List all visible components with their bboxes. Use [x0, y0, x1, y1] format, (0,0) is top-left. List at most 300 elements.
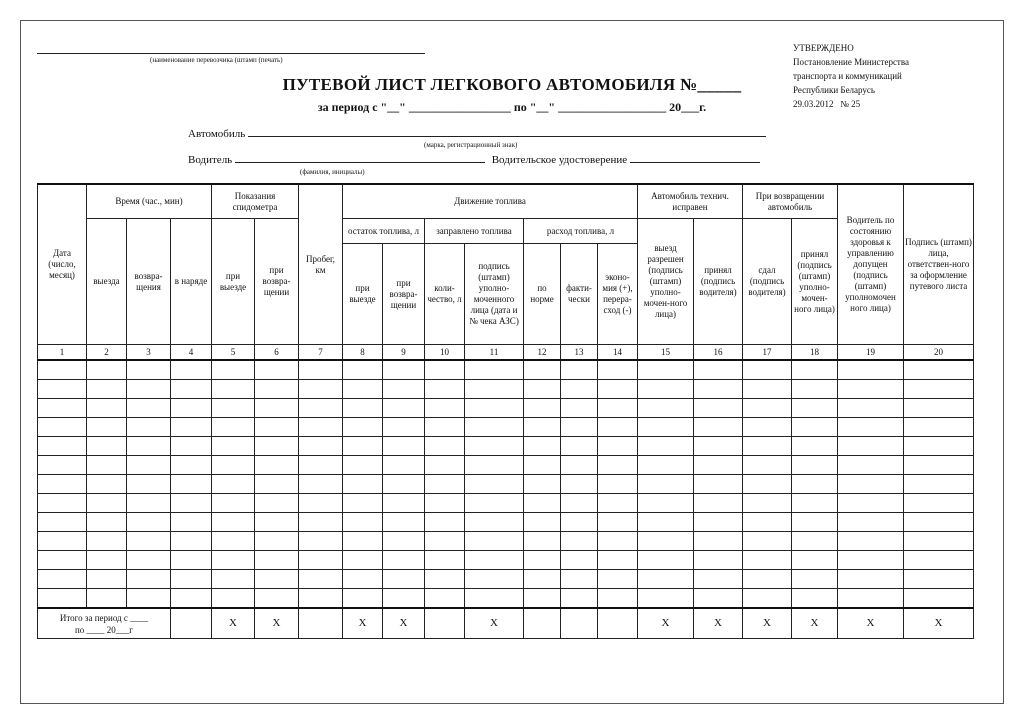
table-cell[interactable]: [171, 532, 212, 551]
table-cell[interactable]: [87, 380, 127, 399]
table-cell[interactable]: [383, 475, 425, 494]
table-cell[interactable]: [343, 380, 383, 399]
table-cell[interactable]: [212, 399, 255, 418]
table-cell[interactable]: [561, 399, 598, 418]
table-cell[interactable]: [299, 532, 343, 551]
table-cell[interactable]: [524, 360, 561, 380]
period-line: за период с "__" _________________ по "__" __________________ 20___г.: [317, 100, 707, 114]
total-label: [38, 608, 171, 639]
table-cell[interactable]: [127, 437, 171, 456]
table-cell[interactable]: [743, 494, 792, 513]
table-cell[interactable]: [694, 551, 743, 570]
table-cell[interactable]: [38, 437, 87, 456]
table-cell[interactable]: [299, 589, 343, 609]
table-cell[interactable]: [524, 570, 561, 589]
table-cell[interactable]: [127, 380, 171, 399]
table-cell[interactable]: [425, 494, 465, 513]
table-cell[interactable]: [299, 418, 343, 437]
total-cell[interactable]: [561, 608, 598, 639]
table-cell[interactable]: [425, 475, 465, 494]
table-cell[interactable]: [598, 494, 638, 513]
time-back-header: возвра-щения: [127, 219, 171, 345]
table-cell[interactable]: [524, 399, 561, 418]
table-cell[interactable]: [561, 437, 598, 456]
car-line: [188, 126, 766, 140]
table-cell[interactable]: [743, 475, 792, 494]
table-cell[interactable]: [425, 589, 465, 609]
table-cell[interactable]: [743, 418, 792, 437]
table-cell[interactable]: [598, 551, 638, 570]
table-cell[interactable]: [792, 456, 838, 475]
table-cell[interactable]: [383, 399, 425, 418]
table-cell[interactable]: [638, 551, 694, 570]
table-cell[interactable]: [694, 456, 743, 475]
table-cell[interactable]: [255, 475, 299, 494]
table-cell[interactable]: [299, 456, 343, 475]
total-x-mark: X: [694, 608, 743, 639]
table-cell[interactable]: [524, 456, 561, 475]
table-cell[interactable]: [792, 360, 838, 380]
ret-gave-header: сдал (подпись водителя): [743, 219, 792, 345]
license-field[interactable]: [630, 152, 760, 163]
table-cell[interactable]: [299, 380, 343, 399]
table-cell[interactable]: [212, 380, 255, 399]
table-cell[interactable]: [638, 570, 694, 589]
table-cell[interactable]: [343, 494, 383, 513]
table-cell[interactable]: [383, 551, 425, 570]
table-cell[interactable]: [343, 513, 383, 532]
table-cell[interactable]: [255, 551, 299, 570]
table-cell[interactable]: [38, 360, 87, 380]
table-cell[interactable]: [561, 475, 598, 494]
table-cell[interactable]: [524, 551, 561, 570]
table-cell[interactable]: [38, 570, 87, 589]
col-number: 18: [792, 345, 838, 361]
table-cell[interactable]: [524, 437, 561, 456]
table-cell[interactable]: [838, 437, 904, 456]
table-cell[interactable]: [465, 380, 524, 399]
table-cell[interactable]: [255, 418, 299, 437]
table-cell[interactable]: [743, 551, 792, 570]
table-cell[interactable]: [87, 360, 127, 380]
table-cell[interactable]: [743, 513, 792, 532]
table-cell[interactable]: [838, 475, 904, 494]
table-cell[interactable]: [383, 360, 425, 380]
table-cell[interactable]: [561, 513, 598, 532]
table-cell[interactable]: [255, 380, 299, 399]
table-cell[interactable]: [465, 551, 524, 570]
table-cell[interactable]: [904, 475, 974, 494]
data-rows: [38, 360, 974, 608]
table-cell[interactable]: [255, 570, 299, 589]
table-cell[interactable]: [255, 513, 299, 532]
table-cell[interactable]: [792, 570, 838, 589]
health-header: Водитель по состоянию здоровья к управлению допущен (подпись (штамп) уполномочен ного лица): [838, 184, 904, 345]
table-cell[interactable]: [212, 475, 255, 494]
table-cell[interactable]: [343, 437, 383, 456]
table-cell[interactable]: [694, 513, 743, 532]
table-cell[interactable]: [383, 456, 425, 475]
table-cell[interactable]: [792, 513, 838, 532]
table-cell[interactable]: [255, 437, 299, 456]
table-cell[interactable]: [638, 380, 694, 399]
table-cell[interactable]: [694, 380, 743, 399]
table-cell[interactable]: [598, 456, 638, 475]
waybill-table: [37, 183, 974, 639]
table-cell[interactable]: [127, 551, 171, 570]
table-cell[interactable]: [465, 475, 524, 494]
table-cell[interactable]: [383, 418, 425, 437]
table-cell[interactable]: [598, 532, 638, 551]
table-cell[interactable]: [383, 532, 425, 551]
table-cell[interactable]: [465, 532, 524, 551]
table-cell[interactable]: [255, 589, 299, 609]
table-cell[interactable]: [524, 418, 561, 437]
total-cell[interactable]: [425, 608, 465, 639]
table-cell[interactable]: [212, 513, 255, 532]
table-cell[interactable]: [38, 418, 87, 437]
table-cell[interactable]: [792, 475, 838, 494]
table-cell[interactable]: [87, 532, 127, 551]
table-cell[interactable]: [255, 494, 299, 513]
table-cell[interactable]: [524, 532, 561, 551]
table-cell[interactable]: [127, 360, 171, 380]
table-cell[interactable]: [425, 456, 465, 475]
table-cell[interactable]: [343, 589, 383, 609]
table-cell[interactable]: [904, 380, 974, 399]
table-cell[interactable]: [38, 589, 87, 609]
table-cell[interactable]: [425, 418, 465, 437]
table-cell[interactable]: [904, 456, 974, 475]
table-cell[interactable]: [904, 551, 974, 570]
table-cell[interactable]: [465, 456, 524, 475]
table-cell[interactable]: [561, 589, 598, 609]
col-number: 1: [38, 345, 87, 361]
table-cell[interactable]: [212, 494, 255, 513]
table-cell[interactable]: [127, 570, 171, 589]
table-cell[interactable]: [38, 380, 87, 399]
table-cell[interactable]: [171, 475, 212, 494]
table-cell[interactable]: [171, 513, 212, 532]
table-cell[interactable]: [212, 532, 255, 551]
table-cell[interactable]: [598, 437, 638, 456]
table-cell[interactable]: [127, 532, 171, 551]
table-cell[interactable]: [792, 551, 838, 570]
table-cell[interactable]: [904, 513, 974, 532]
table-cell[interactable]: [904, 589, 974, 609]
table-cell[interactable]: [838, 513, 904, 532]
table-cell[interactable]: [638, 456, 694, 475]
table-cell[interactable]: [383, 570, 425, 589]
table-cell[interactable]: [171, 570, 212, 589]
table-cell[interactable]: [694, 437, 743, 456]
table-cell[interactable]: [792, 437, 838, 456]
table-cell[interactable]: [299, 360, 343, 380]
table-cell[interactable]: [383, 513, 425, 532]
table-cell[interactable]: [465, 437, 524, 456]
table-cell[interactable]: [425, 380, 465, 399]
col-number: 20: [904, 345, 974, 361]
table-cell[interactable]: [171, 418, 212, 437]
table-cell[interactable]: [212, 589, 255, 609]
table-cell[interactable]: [255, 360, 299, 380]
table-cell[interactable]: [524, 380, 561, 399]
table-cell[interactable]: [127, 456, 171, 475]
table-cell[interactable]: [792, 532, 838, 551]
table-cell[interactable]: [838, 418, 904, 437]
table-cell[interactable]: [638, 494, 694, 513]
table-cell[interactable]: [838, 360, 904, 380]
table-cell[interactable]: [343, 456, 383, 475]
table-cell[interactable]: [524, 589, 561, 609]
tech-accept-header: принял (подпись водителя): [694, 219, 743, 345]
total-x-mark: X: [792, 608, 838, 639]
table-cell[interactable]: [171, 456, 212, 475]
table-cell[interactable]: [171, 551, 212, 570]
table-cell[interactable]: [561, 570, 598, 589]
table-cell[interactable]: [299, 551, 343, 570]
table-cell[interactable]: [171, 399, 212, 418]
table-cell[interactable]: [904, 360, 974, 380]
table-cell[interactable]: [465, 494, 524, 513]
table-cell[interactable]: [127, 589, 171, 609]
table-cell[interactable]: [904, 494, 974, 513]
table-cell[interactable]: [792, 418, 838, 437]
table-cell[interactable]: [838, 456, 904, 475]
table-cell[interactable]: [127, 494, 171, 513]
table-cell[interactable]: [255, 399, 299, 418]
table-cell[interactable]: [38, 456, 87, 475]
table-cell[interactable]: [127, 418, 171, 437]
table-cell[interactable]: [694, 475, 743, 494]
table-cell[interactable]: [212, 418, 255, 437]
table-cell[interactable]: [87, 475, 127, 494]
table-cell[interactable]: [598, 513, 638, 532]
col-number: 13: [561, 345, 598, 361]
table-cell[interactable]: [38, 494, 87, 513]
col-date-header: Дата (число, месяц): [38, 184, 87, 345]
table-cell[interactable]: [87, 589, 127, 609]
total-x-mark: X: [212, 608, 255, 639]
table-cell[interactable]: [743, 570, 792, 589]
table-cell[interactable]: [38, 475, 87, 494]
table-cell[interactable]: [87, 570, 127, 589]
table-cell[interactable]: [638, 399, 694, 418]
driver-caption: (фамилия, инициалы): [300, 168, 365, 176]
table-cell[interactable]: [425, 551, 465, 570]
table-cell[interactable]: [87, 494, 127, 513]
table-cell[interactable]: [465, 418, 524, 437]
table-cell[interactable]: [694, 589, 743, 609]
table-cell[interactable]: [838, 494, 904, 513]
table-cell[interactable]: [524, 475, 561, 494]
table-cell[interactable]: [171, 380, 212, 399]
table-cell[interactable]: [743, 380, 792, 399]
table-cell[interactable]: [343, 418, 383, 437]
table-cell[interactable]: [87, 513, 127, 532]
table-cell[interactable]: [838, 589, 904, 609]
table-cell[interactable]: [638, 475, 694, 494]
table-cell[interactable]: [212, 570, 255, 589]
table-cell[interactable]: [598, 360, 638, 380]
table-cell[interactable]: [299, 494, 343, 513]
table-cell[interactable]: [694, 399, 743, 418]
col-number: 3: [127, 345, 171, 361]
table-cell[interactable]: [598, 475, 638, 494]
table-cell[interactable]: [743, 437, 792, 456]
table-cell[interactable]: [694, 360, 743, 380]
table-cell[interactable]: [383, 589, 425, 609]
table-cell[interactable]: [465, 570, 524, 589]
table-cell[interactable]: [212, 456, 255, 475]
table-cell[interactable]: [465, 513, 524, 532]
table-cell[interactable]: [694, 570, 743, 589]
table-cell[interactable]: [87, 456, 127, 475]
table-cell[interactable]: [127, 513, 171, 532]
table-cell[interactable]: [299, 437, 343, 456]
table-cell[interactable]: [792, 589, 838, 609]
table-cell[interactable]: [524, 513, 561, 532]
table-cell[interactable]: [598, 589, 638, 609]
table-cell[interactable]: [561, 532, 598, 551]
table-cell[interactable]: [299, 570, 343, 589]
table-cell[interactable]: [838, 399, 904, 418]
table-cell[interactable]: [299, 399, 343, 418]
total-x-mark: X: [343, 608, 383, 639]
column-numbers-row: [38, 345, 974, 361]
approved-line3: Республики Беларусь: [793, 85, 876, 95]
table-cell[interactable]: [465, 399, 524, 418]
table-cell[interactable]: [299, 475, 343, 494]
table-cell[interactable]: [838, 570, 904, 589]
table-cell[interactable]: [524, 494, 561, 513]
table-cell[interactable]: [694, 418, 743, 437]
fuel-use-header: расход топлива, л: [524, 219, 638, 244]
table-cell[interactable]: [343, 570, 383, 589]
table-cell[interactable]: [638, 418, 694, 437]
table-cell[interactable]: [425, 399, 465, 418]
table-cell[interactable]: [598, 399, 638, 418]
table-cell[interactable]: [87, 418, 127, 437]
table-cell[interactable]: [255, 456, 299, 475]
table-cell[interactable]: [792, 380, 838, 399]
table-cell[interactable]: [425, 532, 465, 551]
col-number: 14: [598, 345, 638, 361]
table-cell[interactable]: [343, 399, 383, 418]
table-cell[interactable]: [255, 532, 299, 551]
driver-line: [188, 152, 760, 166]
table-cell[interactable]: [212, 360, 255, 380]
table-cell[interactable]: [638, 589, 694, 609]
total-cell[interactable]: [171, 608, 212, 639]
table-cell[interactable]: [171, 494, 212, 513]
table-cell[interactable]: [343, 475, 383, 494]
table-cell[interactable]: [299, 513, 343, 532]
table-cell[interactable]: [171, 360, 212, 380]
table-cell[interactable]: [743, 360, 792, 380]
table-cell[interactable]: [212, 551, 255, 570]
table-cell[interactable]: [792, 399, 838, 418]
table-cell[interactable]: [638, 437, 694, 456]
total-x-mark: X: [465, 608, 524, 639]
table-cell[interactable]: [561, 360, 598, 380]
table-cell[interactable]: [425, 570, 465, 589]
table-cell[interactable]: [38, 513, 87, 532]
table-cell[interactable]: [343, 360, 383, 380]
table-cell[interactable]: [904, 570, 974, 589]
table-cell[interactable]: [904, 418, 974, 437]
table-row: [38, 570, 974, 589]
total-cell[interactable]: [598, 608, 638, 639]
col-number: 7: [299, 345, 343, 361]
table-cell[interactable]: [87, 437, 127, 456]
table-cell[interactable]: [425, 437, 465, 456]
table-cell[interactable]: [743, 456, 792, 475]
table-cell[interactable]: [87, 551, 127, 570]
table-cell[interactable]: [743, 532, 792, 551]
table-cell[interactable]: [904, 532, 974, 551]
table-cell[interactable]: [465, 589, 524, 609]
table-cell[interactable]: [598, 418, 638, 437]
table-cell[interactable]: [171, 437, 212, 456]
total-cell[interactable]: [524, 608, 561, 639]
table-cell[interactable]: [561, 551, 598, 570]
table-cell[interactable]: [343, 532, 383, 551]
table-cell[interactable]: [792, 494, 838, 513]
fuel-rest-header: остаток топлива, л: [343, 219, 425, 244]
table-cell[interactable]: [561, 494, 598, 513]
table-cell[interactable]: [383, 380, 425, 399]
table-cell[interactable]: [383, 437, 425, 456]
table-cell[interactable]: [743, 399, 792, 418]
table-cell[interactable]: [838, 380, 904, 399]
table-cell[interactable]: [38, 532, 87, 551]
driver-field[interactable]: [235, 152, 485, 163]
table-cell[interactable]: [598, 380, 638, 399]
table-cell[interactable]: [425, 360, 465, 380]
table-cell[interactable]: [127, 475, 171, 494]
table-cell[interactable]: [838, 532, 904, 551]
table-cell[interactable]: [425, 513, 465, 532]
table-cell[interactable]: [561, 380, 598, 399]
table-cell[interactable]: [127, 399, 171, 418]
table-cell[interactable]: [212, 437, 255, 456]
table-cell[interactable]: [171, 589, 212, 609]
table-cell[interactable]: [638, 513, 694, 532]
table-cell[interactable]: [343, 551, 383, 570]
total-cell[interactable]: [299, 608, 343, 639]
approved-line1: Постановление Министерства: [793, 57, 909, 67]
table-cell[interactable]: [694, 494, 743, 513]
table-cell[interactable]: [38, 551, 87, 570]
table-row: [38, 418, 974, 437]
car-field[interactable]: [248, 126, 766, 137]
table-cell[interactable]: [561, 418, 598, 437]
table-cell[interactable]: [838, 551, 904, 570]
table-cell[interactable]: [383, 494, 425, 513]
table-cell[interactable]: [465, 360, 524, 380]
table-cell[interactable]: [743, 589, 792, 609]
table-cell[interactable]: [38, 399, 87, 418]
table-cell[interactable]: [904, 399, 974, 418]
table-cell[interactable]: [87, 399, 127, 418]
table-cell[interactable]: [694, 532, 743, 551]
table-cell[interactable]: [904, 437, 974, 456]
table-cell[interactable]: [638, 360, 694, 380]
table-cell[interactable]: [638, 532, 694, 551]
table-cell[interactable]: [598, 570, 638, 589]
table-cell[interactable]: [561, 456, 598, 475]
